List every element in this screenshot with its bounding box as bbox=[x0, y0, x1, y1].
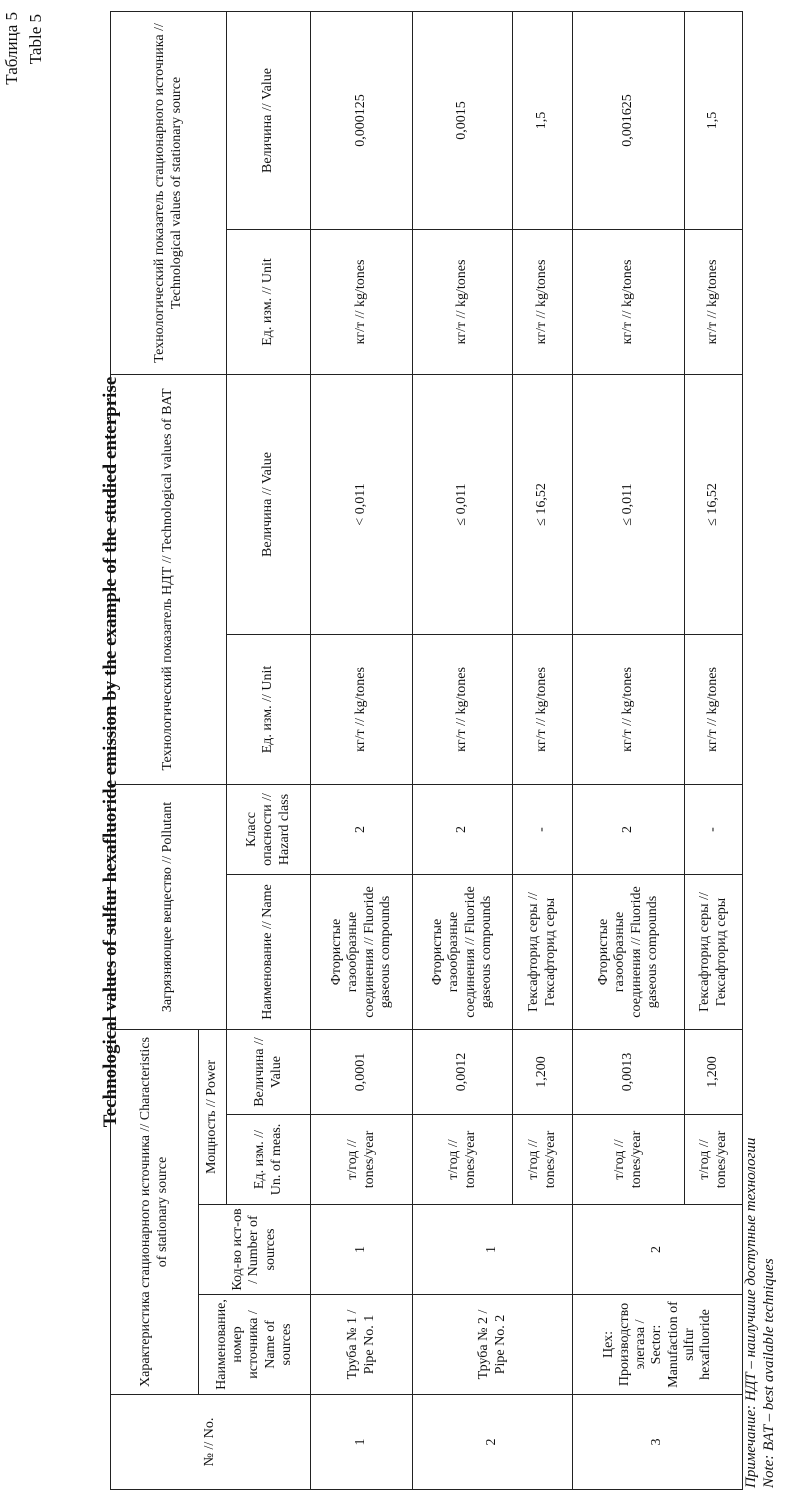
source-count: 1 bbox=[311, 1205, 413, 1295]
hazard-class: 2 bbox=[573, 784, 685, 874]
header-no: № // No. bbox=[111, 1395, 311, 1490]
tech-value: 0,000125 bbox=[311, 11, 413, 229]
tech-unit: кг/т // kg/tones bbox=[513, 229, 573, 374]
pollutant-name: Фтористые газообразные соединения // Fluoride gaseous compounds bbox=[413, 874, 513, 1029]
power-unit: т/год // tones/year bbox=[513, 1115, 573, 1205]
power-value: 1,200 bbox=[685, 1029, 743, 1114]
power-unit: т/год // tones/year bbox=[573, 1115, 685, 1205]
header-source-group: Характеристика стационарного источника // Characteristics of stationary source bbox=[111, 1029, 199, 1394]
power-value: 0,0013 bbox=[573, 1029, 685, 1114]
header-hazard-class: Класс опасности // Hazard class bbox=[227, 784, 311, 874]
tech-unit: кг/т // kg/tones bbox=[685, 229, 743, 374]
header-bat-unit: Ед. изм. // Unit bbox=[227, 634, 311, 784]
header-tech-group: Технологический показатель стационарного источника // Technological values of stationary source bbox=[111, 11, 227, 374]
power-value: 0,0001 bbox=[311, 1029, 413, 1114]
note-en: Note: BAT – best available techniques bbox=[761, 1258, 777, 1488]
bat-value: ≤ 0,011 bbox=[573, 374, 685, 634]
header-bat-value: Величина // Value bbox=[227, 374, 311, 634]
tech-value: 0,0015 bbox=[413, 11, 513, 229]
power-value: 0,0012 bbox=[413, 1029, 513, 1114]
hazard-class: 2 bbox=[413, 784, 513, 874]
tech-unit: кг/т // kg/tones bbox=[311, 229, 413, 374]
source-count: 2 bbox=[573, 1205, 743, 1295]
tech-value: 1,5 bbox=[513, 11, 573, 229]
power-unit: т/год // tones/year bbox=[685, 1115, 743, 1205]
table-row bbox=[573, 11, 685, 1489]
bat-unit: кг/т // kg/tones bbox=[573, 634, 685, 784]
pollutant-name: Фтористые газообразные соединения // Fluoride gaseous compounds bbox=[573, 874, 685, 1029]
source-count: 1 bbox=[413, 1205, 573, 1295]
page-title: Technological values of sulfur hexafluoride emission by the example of the studied enterprise bbox=[100, 376, 121, 1128]
bat-value: ≤ 16,52 bbox=[513, 374, 573, 634]
hazard-class: - bbox=[685, 784, 743, 874]
tech-value: 1,5 bbox=[685, 11, 743, 229]
pollutant-name: Гексафторид серы // Гексафторид серы bbox=[513, 874, 573, 1029]
hazard-class: 2 bbox=[311, 784, 413, 874]
source-name: Труба № 1 / Pipe No. 1 bbox=[311, 1295, 413, 1395]
header-tech-unit: Ед. изм. // Unit bbox=[227, 229, 311, 374]
row-no: 3 bbox=[573, 1395, 743, 1490]
header-pollutant-group: Загрязняющее вещество // Pollutant bbox=[111, 784, 227, 1029]
pollutant-name: Фтористые газообразные соединения // Fluoride gaseous compounds bbox=[311, 874, 413, 1029]
pollutant-name: Гексафторид серы // Гексафторид серы bbox=[685, 874, 743, 1029]
source-name: Цех: Производство элегаза / Sector: Manufaction of sulfur hexafluoride bbox=[573, 1295, 743, 1395]
header-power-value: Величина // Value bbox=[227, 1029, 311, 1114]
header-pollutant-name: Наименование // Name bbox=[227, 874, 311, 1029]
tech-unit: кг/т // kg/tones bbox=[573, 229, 685, 374]
bat-value: < 0,011 bbox=[311, 374, 413, 634]
bat-unit: кг/т // kg/tones bbox=[413, 634, 513, 784]
header-source-count: Код-во ист-ов / Number of sources bbox=[199, 1205, 311, 1295]
table-row bbox=[413, 11, 513, 1489]
bat-unit: кг/т // kg/tones bbox=[311, 634, 413, 784]
table-label-ru: Таблица 5 bbox=[2, 12, 21, 85]
header-source-name: Наименование, номер источника / Name of sources bbox=[199, 1295, 311, 1395]
hazard-class: - bbox=[513, 784, 573, 874]
source-name: Труба № 2 / Pipe No. 2 bbox=[413, 1295, 573, 1395]
bat-value: ≤ 0,011 bbox=[413, 374, 513, 634]
row-no: 1 bbox=[311, 1395, 413, 1490]
table-notes bbox=[742, 1138, 778, 1488]
header-power-unit: Ед. изм. // Un. of meas. bbox=[227, 1115, 311, 1205]
header-bat-group: Технологический показатель НДТ // Technological values of BAT bbox=[111, 374, 227, 784]
header-power: Мощность // Power bbox=[199, 1029, 227, 1204]
table-row bbox=[311, 11, 413, 1489]
bat-value: ≤ 16,52 bbox=[685, 374, 743, 634]
power-value: 1,200 bbox=[513, 1029, 573, 1114]
row-no: 2 bbox=[413, 1395, 573, 1490]
power-unit: т/год // tones/year bbox=[311, 1115, 413, 1205]
tech-unit: кг/т // kg/tones bbox=[413, 229, 513, 374]
bat-unit: кг/т // kg/tones bbox=[685, 634, 743, 784]
tech-value: 0,001625 bbox=[573, 11, 685, 229]
note-ru: Примечание: НДТ – наилучшие доступные технологии bbox=[743, 1137, 759, 1488]
header-tech-value: Величина // Value bbox=[227, 11, 311, 229]
bat-unit: кг/т // kg/tones bbox=[513, 634, 573, 784]
emission-table bbox=[110, 11, 743, 1490]
table-label-en: Table 5 bbox=[26, 14, 45, 65]
header-row-1 bbox=[111, 11, 199, 1489]
power-unit: т/год // tones/year bbox=[413, 1115, 513, 1205]
